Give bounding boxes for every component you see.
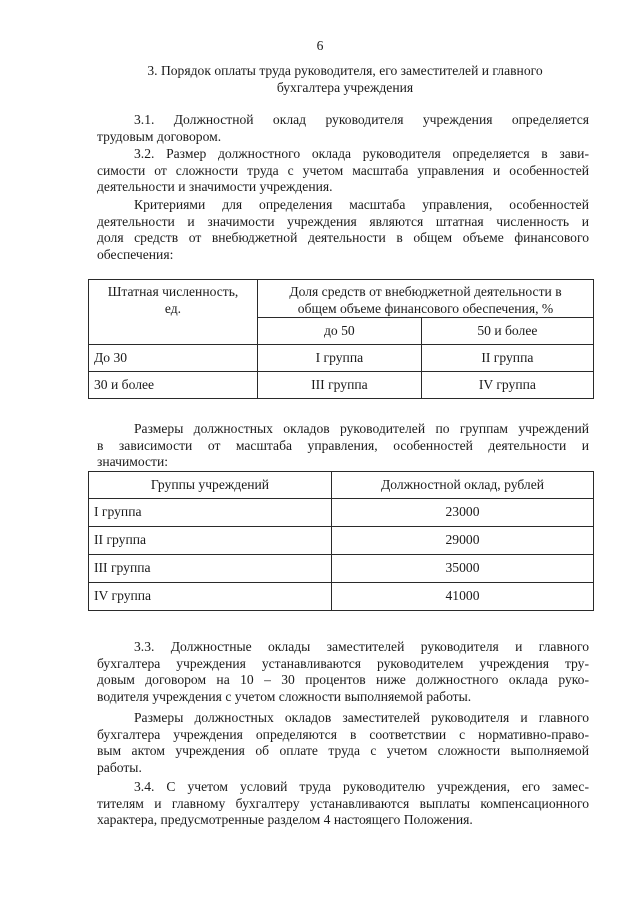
paragraph-line: 3.3. Должностные оклады заместителей руководителя и главного: [134, 639, 589, 654]
paragraph-line: в зависимости от масштаба управления, особенностей деятельности и: [97, 437, 589, 453]
paragraph-line: Критериями для определения масштаба управления, особенностей: [134, 197, 589, 212]
table-row: [89, 499, 594, 527]
paragraph-line: довым договором на 10 – 30 процентов ниже должностного оклада руко-: [97, 672, 589, 688]
salary-cell: 41000: [332, 583, 594, 611]
header-line: Доля средств от внебюджетной деятельности в: [289, 284, 562, 299]
row-label: До 30: [89, 345, 258, 372]
subheader-up-to-50: до 50: [258, 318, 422, 345]
header-line: общем объеме финансового обеспечения, %: [297, 300, 554, 316]
page-number: 6: [316, 38, 324, 53]
paragraph-line: деятельности и значимости учреждения являются штатная численность и: [97, 213, 589, 229]
paragraph-line: доля средств от внебюджетной деятельности в общем объеме финансового: [97, 230, 589, 246]
header-salary: Должностной оклад, рублей: [332, 472, 594, 499]
salary-cell: 23000: [332, 499, 594, 527]
table-row: [89, 527, 594, 555]
paragraph-line: трудовым договором.: [97, 128, 222, 144]
paragraph-line: водителя учреждения с учетом сложности выполняемой работы.: [97, 688, 472, 704]
paragraph-sizes: [97, 421, 589, 471]
groups-table: [88, 279, 594, 399]
header-staff-count: [89, 280, 258, 345]
paragraph-deputies: [97, 710, 589, 776]
group-cell: III группа: [89, 555, 332, 583]
section-title: [100, 62, 590, 96]
paragraph-line: характера, предусмотренные разделом 4 настоящего Положения.: [97, 812, 473, 828]
subheader-50-and-more: 50 и более: [421, 318, 593, 345]
section-title-line: 3. Порядок оплаты труда руководителя, его заместителей и главного: [147, 63, 543, 78]
table-row: [89, 345, 594, 372]
header-line: Штатная численность,: [107, 284, 239, 299]
paragraph-3-3: [97, 639, 589, 705]
table-row: [89, 555, 594, 583]
paragraph-line: 3.1. Должностной оклад руководителя учреждения определяется: [134, 112, 589, 127]
paragraph-line: бухгалтера учреждения определяются в соответствии с нормативно-право-: [97, 726, 589, 742]
paragraph-line: обеспечения:: [97, 246, 174, 262]
paragraph-3-4: [97, 779, 589, 829]
paragraph-line: 3.4. С учетом условий труда руководителю учреждения, его замес-: [134, 779, 589, 794]
paragraph-criteria: [97, 197, 589, 263]
group-cell: II группа: [89, 527, 332, 555]
table-row: [89, 583, 594, 611]
table-row: [89, 372, 594, 399]
table-cell: II группа: [421, 345, 593, 372]
paragraph-line: значимости:: [97, 454, 169, 470]
group-cell: IV группа: [89, 583, 332, 611]
table-cell: I группа: [258, 345, 422, 372]
paragraph-3-1: [97, 112, 589, 145]
group-cell: I группа: [89, 499, 332, 527]
row-label: 30 и более: [89, 372, 258, 399]
salary-cell: 29000: [332, 527, 594, 555]
paragraph-line: работы.: [97, 759, 142, 775]
salary-cell: 35000: [332, 555, 594, 583]
paragraph-line: Размеры должностных окладов заместителей руководителя и главного: [134, 710, 589, 725]
salaries-table: [88, 471, 594, 611]
header-line: ед.: [164, 300, 182, 316]
paragraph-line: Размеры должностных окладов руководителей по группам учреждений: [134, 421, 589, 436]
paragraph-line: симости от сложности труда с учетом масштаба управления и особенностей: [97, 162, 589, 178]
header-share: [258, 280, 594, 318]
paragraph-line: бухгалтера учреждения устанавливаются руководителем учреждения тру-: [97, 655, 589, 671]
header-groups: Группы учреждений: [89, 472, 332, 499]
paragraph-line: вым актом учреждения об оплате труда с учетом сложности выполняемой: [97, 743, 589, 759]
paragraph-line: деятельности и значимости учреждения.: [97, 179, 333, 195]
paragraph-line: 3.2. Размер должностного оклада руководителя определяется в зави-: [134, 146, 589, 161]
paragraph-3-2: [97, 146, 589, 196]
section-title-line: бухгалтера учреждения: [276, 80, 414, 95]
table-cell: III группа: [258, 372, 422, 399]
paragraph-line: тителям и главному бухгалтеру устанавливаются выплаты компенсационного: [97, 795, 589, 811]
table-cell: IV группа: [421, 372, 593, 399]
